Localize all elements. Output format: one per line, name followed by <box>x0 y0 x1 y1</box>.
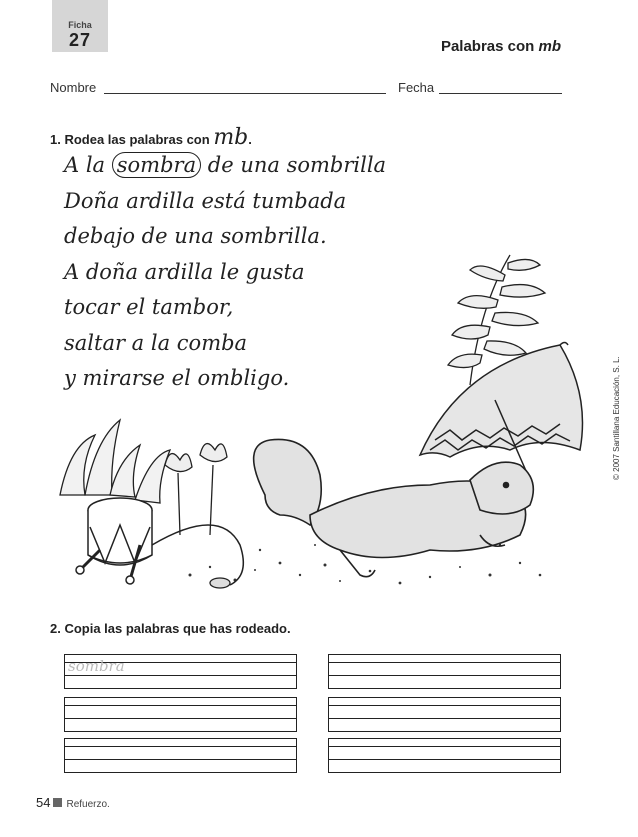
squirrel-illustration <box>40 245 610 595</box>
exercise-2-prompt: 2. Copia las palabras que has rodeado. <box>50 621 291 636</box>
mb-letters: mb <box>213 125 249 150</box>
exercise-1-period: . <box>248 132 252 147</box>
circled-word[interactable]: sombra <box>112 152 201 178</box>
ficha-label: Ficha <box>68 20 92 30</box>
title-prefix: Palabras con <box>440 38 539 55</box>
date-label: Fecha <box>398 80 435 95</box>
copyright-notice: © 2007 Santillana Educación, S. L. <box>612 356 621 480</box>
poem-line-6: saltar a la comba <box>64 330 248 355</box>
name-field[interactable] <box>104 93 386 94</box>
sample-word: sombra <box>68 657 125 675</box>
poem-line-1-post: de una sombrilla <box>201 153 387 177</box>
footer-label: Refuerzo. <box>66 799 110 810</box>
poem-line-4: A doña ardilla le gusta <box>64 259 305 284</box>
exercise-1-prompt <box>50 125 252 150</box>
writing-box-2[interactable] <box>64 697 297 732</box>
writing-box-6[interactable] <box>328 738 561 773</box>
poem-line-7: y mirarse el ombligo. <box>64 366 290 390</box>
tulips <box>165 444 227 535</box>
umbrella <box>420 343 583 481</box>
drum <box>76 498 152 584</box>
writing-box-1[interactable] <box>64 654 297 689</box>
ficha-box <box>52 0 108 52</box>
rope-handle <box>210 578 230 588</box>
poem-line-2: Doña ardilla está tumbada <box>64 188 347 213</box>
grass-left <box>60 420 170 503</box>
page-number: 54 <box>36 795 51 810</box>
date-field[interactable] <box>439 93 562 94</box>
poem-line-3: debajo de una sombrilla. <box>64 224 327 248</box>
square-bullet-icon <box>53 798 62 807</box>
squirrel <box>254 439 534 576</box>
ficha-number: 27 <box>68 30 92 50</box>
jump-rope <box>152 525 243 585</box>
poem-line-1-pre: A la <box>64 153 112 177</box>
writing-box-5[interactable] <box>328 697 561 732</box>
page-title <box>441 38 561 55</box>
page-footer <box>36 795 110 810</box>
exercise-1-text: 1. Rodea las palabras con <box>50 132 210 147</box>
poem-line-5: tocar el tambor, <box>64 295 234 319</box>
writing-box-4[interactable] <box>328 654 561 689</box>
title-emphasis: mb <box>538 38 561 55</box>
name-label: Nombre <box>50 80 97 95</box>
poem-line-1 <box>64 148 386 184</box>
writing-box-3[interactable] <box>64 738 297 773</box>
